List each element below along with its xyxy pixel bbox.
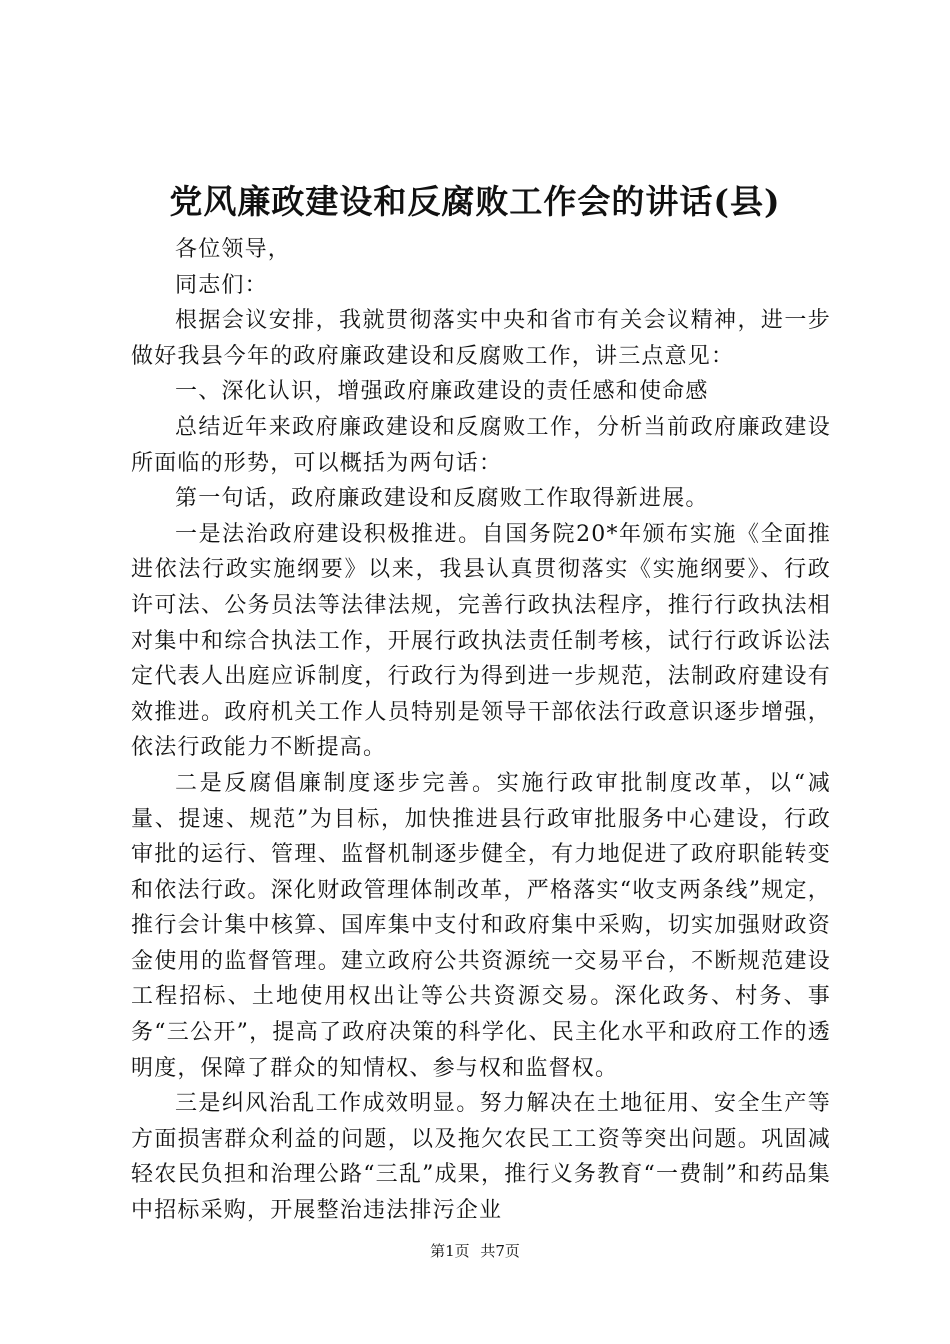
section-heading-1: 一、深化认识，增强政府廉政建设的责任感和使命感 — [175, 379, 709, 405]
document-title: 党风廉政建设和反腐败工作会的讲话(县) — [169, 182, 781, 221]
page-footer — [0, 1241, 950, 1261]
page-total: 共7页 — [480, 1242, 520, 1260]
rectification-paragraph: 三是纠风治乱工作成效明显。努力解决在土地征用、安全生产等方面损害群众利益的问题，以及拖欠农民工工资等突出问题。巩固减轻农民负担和治理公路“三乱”成果，推行义务教育“一费制”和药品集中招标采购，开展整治违法排污企业 — [131, 1091, 831, 1224]
salutation-leaders: 各位领导， — [175, 237, 292, 262]
intro-paragraph: 根据会议安排，我就贯彻落实中央和省市有关会议精神，进一步做好我县今年的政府廉政建设和反腐败工作，讲三点意见： — [131, 308, 831, 369]
document-body — [131, 232, 831, 1229]
summary-paragraph: 总结近年来政府廉政建设和反腐败工作，分析当前政府廉政建设所面临的形势，可以概括为两句话： — [131, 414, 831, 476]
salutation-comrades: 同志们： — [175, 272, 268, 298]
anti-corruption-system-paragraph: 二是反腐倡廉制度逐步完善。实施行政审批制度改革，以“减量、提速、规范”为目标，加快推进县行政审批服务中心建设，行政审批的运行、管理、监督机制逐步健全，有力地促进了政府职能转变和依法行政。深化财政管理体制改革，严格落实“收支两条线”规定，推行会计集中核算、国库集中支付和政府集中采购，切实加强财政资金使用的监督管理。建立政府公共资源统一交易平台，不断规范建设工程招标、土地使用权出让等公共资源交易。深化政务、村务、事务“三公开”，提高了政府决策的科学化、民主化水平和政府工作的透明度，保障了群众的知情权、参与权和监督权。 — [131, 770, 831, 1081]
first-point-paragraph: 第一句话，政府廉政建设和反腐败工作取得新进展。 — [175, 486, 709, 512]
rule-of-law-paragraph: 一是法治政府建设积极推进。自国务院20*年颁布实施《全面推进依法行政实施纲要》以来，我县认真贯彻落实《实施纲要》、行政许可法、公务员法等法律法规，完善行政执法程序，推行行政执法相对集中和综合执法工作，开展行政执法责任制考核，试行行政诉讼法定代表人出庭应诉制度，行政行为得到进一步规范，法制政府建设有效推进。政府机关工作人员特别是领导干部依法行政意识逐步增强，依法行政能力不断提高。 — [131, 521, 831, 761]
page-number: 第1页 — [430, 1242, 470, 1260]
